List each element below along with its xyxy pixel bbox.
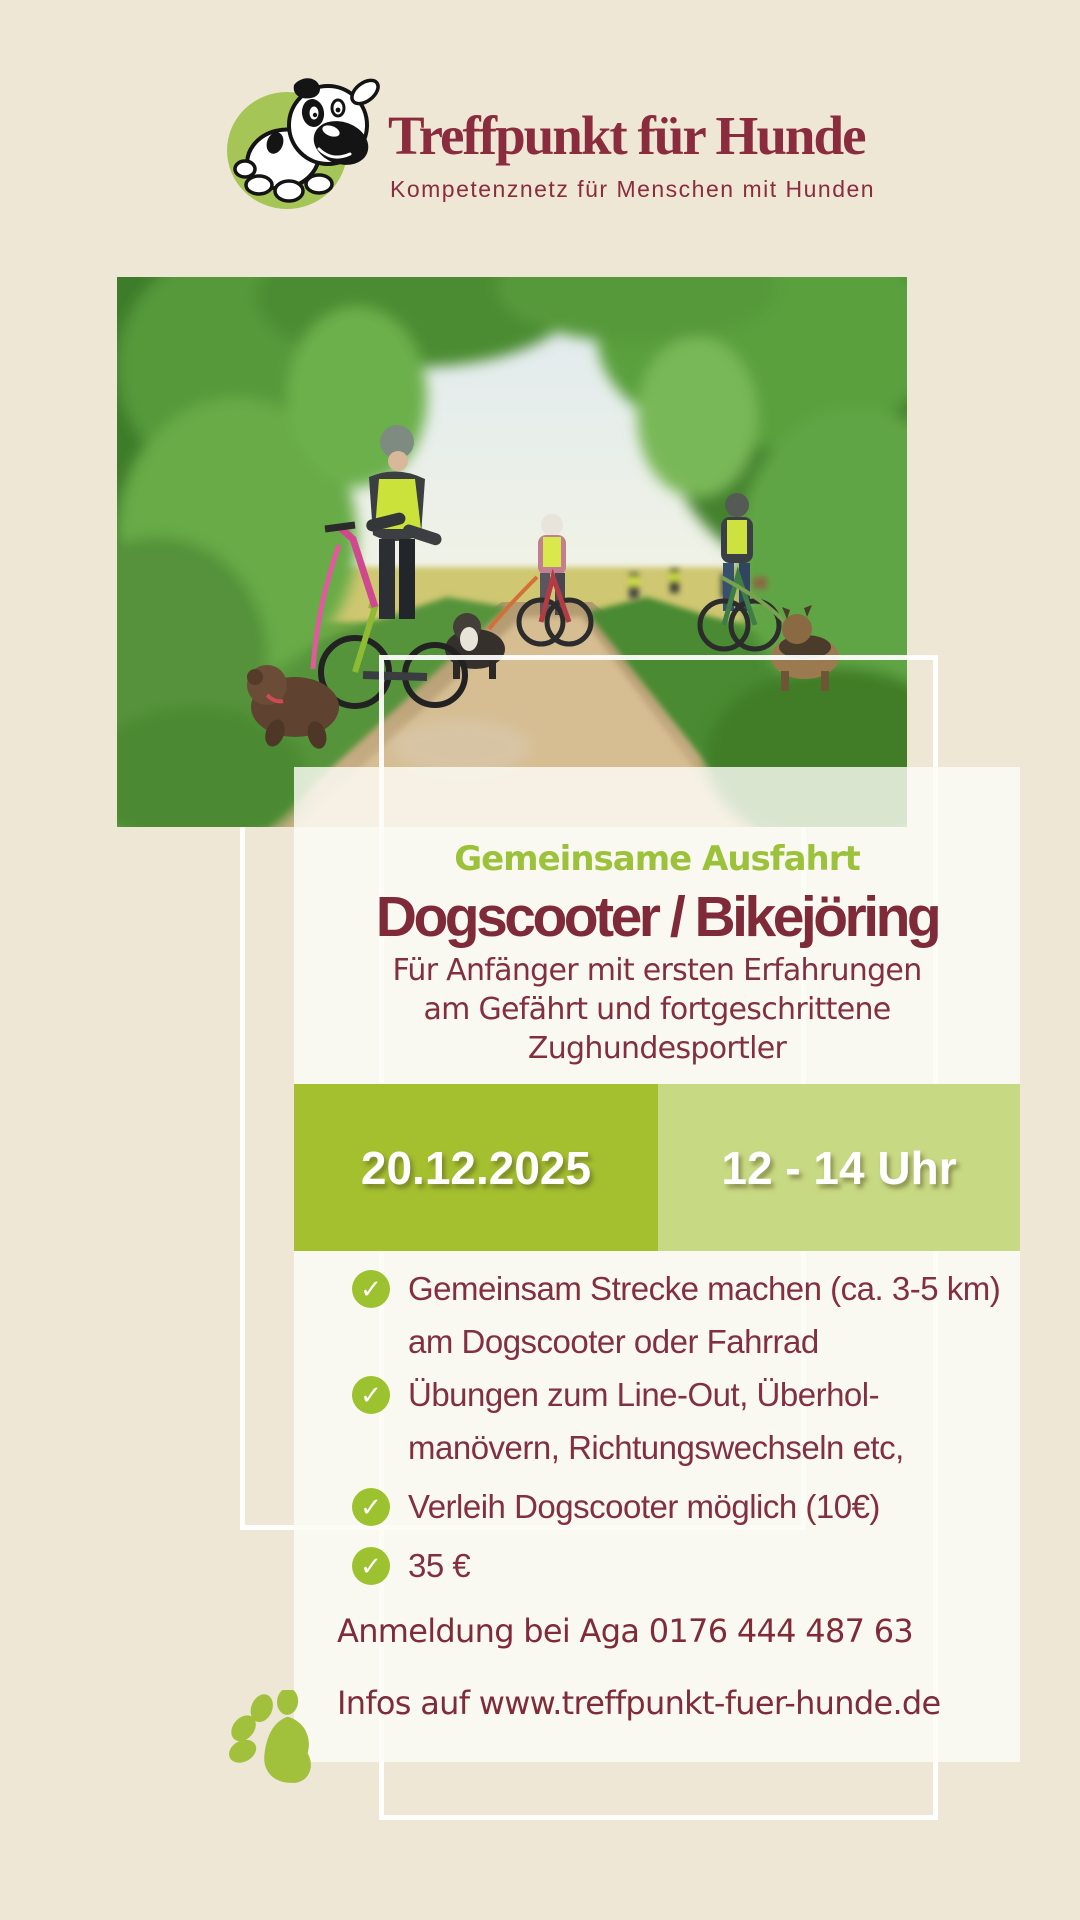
list-item-line: am Dogscooter oder Fahrrad bbox=[408, 1323, 819, 1360]
list-item-line: manövern, Richtungswechseln etc, bbox=[408, 1429, 904, 1466]
list-item-line: Übungen zum Line-Out, Überhol- bbox=[408, 1376, 880, 1413]
event-subtitle-line2: am Gefährt und fortgeschrittene bbox=[423, 992, 891, 1027]
check-icon: ✓ bbox=[352, 1376, 390, 1414]
list-item bbox=[352, 1480, 1032, 1533]
event-date: 20.12.2025 bbox=[360, 1141, 592, 1194]
event-time: 12 - 14 Uhr bbox=[721, 1141, 957, 1194]
event-subtitle bbox=[294, 951, 1020, 1068]
event-title: Dogscooter / Bikejöring bbox=[375, 885, 939, 949]
event-subtitle-line1: Für Anfänger mit ersten Erfahrungen bbox=[392, 953, 922, 988]
event-subtitle-line3: Zughundesportler bbox=[527, 1031, 787, 1066]
logo-subtitle: Kompetenznetz für Menschen mit Hunden bbox=[390, 176, 876, 202]
paw-print-icon bbox=[220, 1690, 336, 1800]
check-icon: ✓ bbox=[352, 1547, 390, 1585]
list-item-line: 35 € bbox=[408, 1547, 471, 1584]
list-item-text bbox=[408, 1539, 1032, 1592]
date-bar bbox=[294, 1084, 658, 1251]
logo-title: Treffpunkt für Hunde bbox=[388, 105, 865, 166]
list-item bbox=[352, 1262, 1032, 1368]
time-bar bbox=[658, 1084, 1020, 1251]
list-item-text bbox=[408, 1262, 1032, 1368]
list-item bbox=[352, 1539, 1032, 1592]
list-item-text bbox=[408, 1368, 1032, 1474]
list-item bbox=[352, 1368, 1032, 1474]
registration-line: Anmeldung bei Aga 0176 444 487 63 bbox=[337, 1612, 914, 1650]
website-line: Infos auf www.treffpunkt-fuer-hunde.de bbox=[337, 1684, 941, 1722]
cartoon-dog-icon bbox=[231, 76, 381, 218]
check-icon: ✓ bbox=[352, 1488, 390, 1526]
check-icon: ✓ bbox=[352, 1270, 390, 1308]
checklist bbox=[352, 1262, 1032, 1592]
list-item-text bbox=[408, 1480, 1032, 1533]
list-item-line: Gemeinsam Strecke machen (ca. 3-5 km) bbox=[408, 1270, 1001, 1307]
list-item-line: Verleih Dogscooter möglich (10€) bbox=[408, 1488, 880, 1525]
event-kicker: Gemeinsame Ausfahrt bbox=[454, 839, 860, 879]
